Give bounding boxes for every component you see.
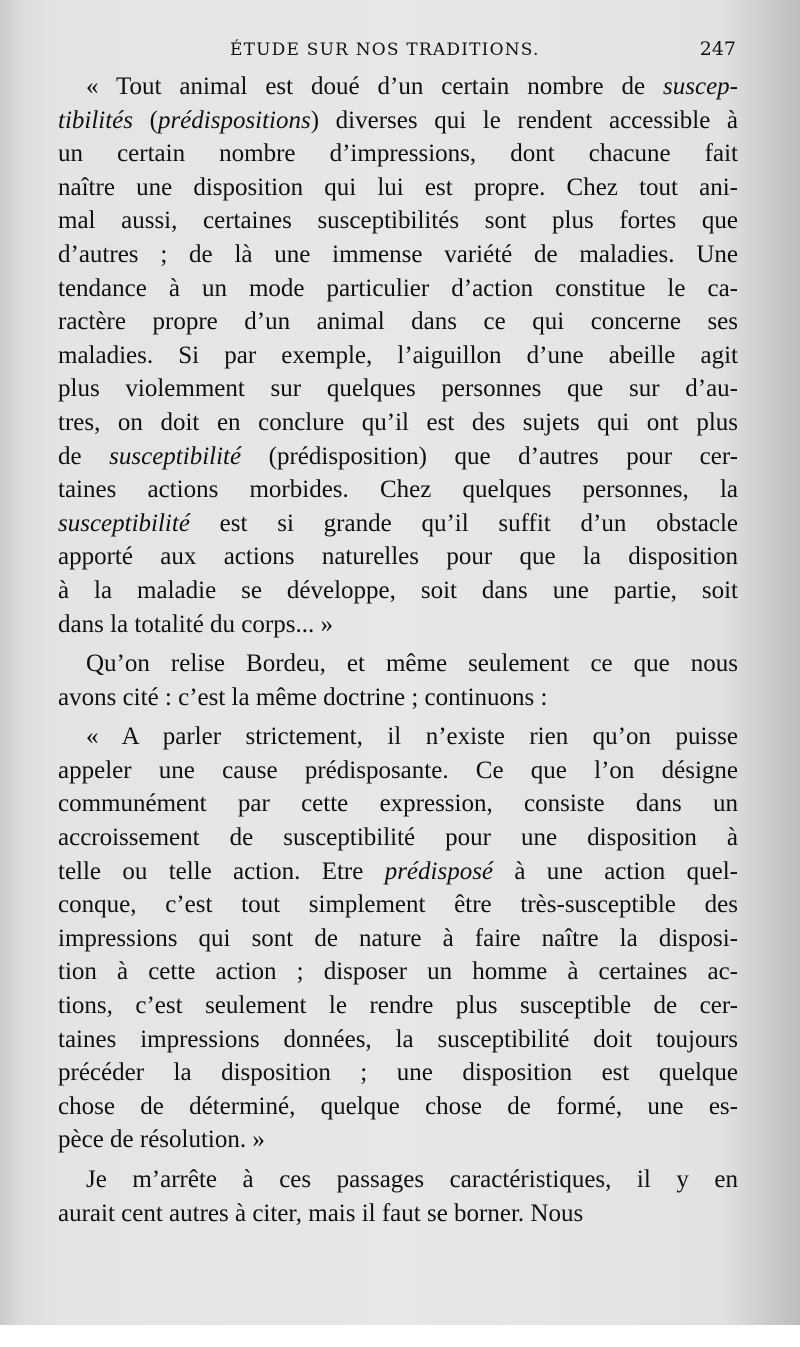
text-line: « A parler strictement, il n’existe rien qu’on puisse [86, 723, 738, 751]
text-line: aurait cent autres à citer, mais il faut se borner. Nous [58, 1199, 584, 1227]
text-line: plus violemment sur quelques personnes que sur d’au- [58, 375, 738, 403]
italic-term: prédisposé [384, 857, 494, 885]
text-line: pèce de résolution. » [58, 1126, 265, 1154]
text-line: Je m’arrête à ces passages caractéristiques, il y en [86, 1166, 738, 1193]
text-line: tendance à un mode particulier d’action constitue le ca- [58, 274, 738, 302]
text-line: mal aussi, certaines susceptibilités sont plus fortes que [58, 207, 738, 235]
text-line: maladies. Si par exemple, l’aiguillon d’une abeille agit [58, 341, 738, 369]
text-line: appeler une cause prédisposante. Ce que l’on désigne [58, 756, 738, 784]
text-line: tres, on doit en conclure qu’il est des sujets qui ont plus [58, 408, 738, 436]
text-line: naître une disposition qui lui est propre. Chez tout ani- [58, 173, 738, 201]
text-line: accroissement de susceptibilité pour une disposition à [58, 824, 738, 852]
text-line: impressions qui sont de nature à faire naître la disposi- [58, 924, 738, 952]
italic-term: suscep- [663, 73, 738, 100]
running-title: ÉTUDE SUR NOS TRADITIONS. [230, 40, 540, 60]
text-line: dans la totalité du corps... » [58, 610, 333, 638]
text-line: taines impressions données, la susceptibilité doit toujours [58, 1025, 738, 1053]
text-line: tion à cette action ; disposer un homme à certaines ac- [58, 958, 738, 986]
page-number: 247 [699, 38, 736, 60]
italic-term: tibilités [58, 106, 133, 134]
text-line: à la maladie se développe, soit dans une partie, soit [58, 576, 738, 604]
text-line: susceptibilité est si grande qu’il suffit d’un obstacle [58, 509, 738, 537]
text-line: un certain nombre d’impressions, dont chacune fait [58, 140, 738, 168]
text-line: précéder la disposition ; une disposition est quelque [58, 1059, 738, 1087]
text-line: d’autres ; de là une immense variété de maladies. Une [58, 240, 738, 268]
italic-term: susceptibilité [109, 442, 242, 470]
text-line: tions, c’est seulement le rendre plus susceptible de cer- [58, 992, 738, 1020]
text-line: « Tout animal est doué d’un certain nombre de suscep- [86, 73, 738, 100]
text-line: avons cité : c’est la même doctrine ; continuons : [58, 683, 548, 711]
text-line: Qu’on relise Bordeu, et même seulement ce que nous [86, 650, 738, 678]
italic-term: prédispositions [157, 106, 311, 134]
text-line: chose de déterminé, quelque chose de formé, une es- [58, 1092, 738, 1120]
text-line: communément par cette expression, consiste dans un [58, 790, 738, 818]
text-line: conque, c’est tout simplement être très-susceptible des [58, 891, 738, 919]
text-line: de susceptibilité (prédisposition) que d’autres pour cer- [58, 442, 738, 470]
text-line: tibilités (prédispositions) diverses qui le rendent accessible à [58, 106, 739, 134]
text-line: taines actions morbides. Chez quelques personnes, la [58, 476, 738, 504]
page-header [60, 36, 736, 66]
text-line: telle ou telle action. Etre prédisposé à une action quel- [58, 857, 738, 885]
italic-term: susceptibilité [58, 509, 190, 537]
text-line: ractère propre d’un animal dans ce qui concerne ses [58, 308, 738, 336]
body-text [58, 70, 738, 1230]
text-line: apporté aux actions naturelles pour que la disposition [58, 543, 738, 571]
